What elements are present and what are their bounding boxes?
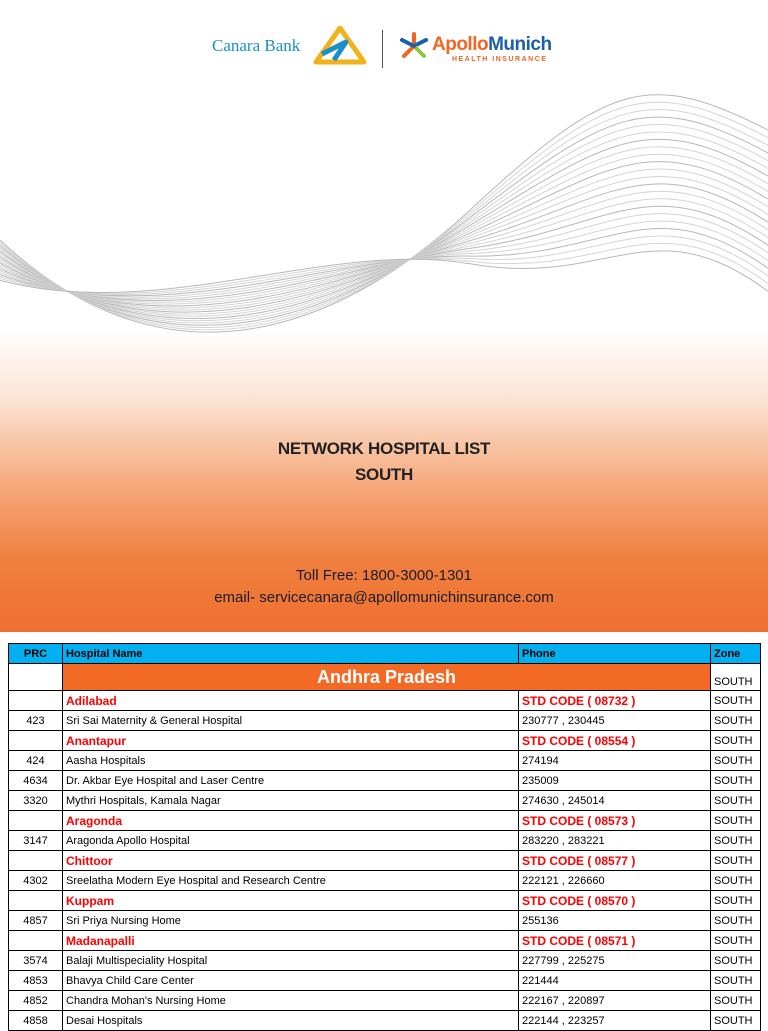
cell-hospital-name: Sri Priya Nursing Home <box>63 911 519 931</box>
cell-prc: 424 <box>9 751 63 771</box>
cell-prc: 4852 <box>9 991 63 1011</box>
cell-prc: 4857 <box>9 911 63 931</box>
column-header-prc: PRC <box>9 644 63 664</box>
cell-prc: 423 <box>9 711 63 731</box>
city-name: Madanapalli <box>63 931 519 951</box>
table-header-row <box>9 644 761 664</box>
wave-line <box>0 214 768 299</box>
table-row <box>9 771 761 791</box>
cell-phone: 283220 , 283221 <box>519 831 711 851</box>
cell-phone: 255136 <box>519 911 711 931</box>
wave-line <box>0 191 768 304</box>
cell-phone: 274630 , 245014 <box>519 791 711 811</box>
cell-phone: 227799 , 225275 <box>519 951 711 971</box>
cell-prc <box>9 891 63 911</box>
contact-email: email- servicecanara@apollomunichinsurance.com <box>214 589 554 606</box>
cell-zone: SOUTH <box>711 751 761 771</box>
canara-bank-wordmark: Canara Bank <box>212 36 301 55</box>
apollo-munich-wordmark: ApolloMunich <box>432 34 552 55</box>
table-row <box>9 871 761 891</box>
hospital-table-container <box>8 643 760 1031</box>
city-std-code: STD CODE ( 08573 ) <box>519 811 711 831</box>
cell-prc: 4853 <box>9 971 63 991</box>
cell-hospital-name: Balaji Multispeciality Hospital <box>63 951 519 971</box>
cell-zone: SOUTH <box>711 991 761 1011</box>
wave-line <box>0 176 768 308</box>
table-row <box>9 751 761 771</box>
cell-zone: SOUTH <box>711 691 761 711</box>
cell-prc: 4858 <box>9 1011 63 1031</box>
city-row <box>9 731 761 751</box>
cell-phone: 222167 , 220897 <box>519 991 711 1011</box>
city-name: Aragonda <box>63 811 519 831</box>
city-std-code: STD CODE ( 08554 ) <box>519 731 711 751</box>
cell-prc <box>9 851 63 871</box>
column-header-phone: Phone <box>519 644 711 664</box>
apollo-tagline: HEALTH INSURANCE <box>452 56 548 63</box>
wave-line <box>0 229 768 296</box>
cell-hospital-name: Chandra Mohan's Nursing Home <box>63 991 519 1011</box>
canara-bank-logo-icon <box>312 26 368 71</box>
cell-zone: SOUTH <box>711 931 761 951</box>
city-row <box>9 891 761 911</box>
cell-prc <box>9 731 63 751</box>
column-header-hospital-name: Hospital Name <box>63 644 519 664</box>
cell-phone: 222121 , 226660 <box>519 871 711 891</box>
cell-zone: SOUTH <box>711 831 761 851</box>
table-row <box>9 911 761 931</box>
city-std-code: STD CODE ( 08577 ) <box>519 851 711 871</box>
hospital-table <box>8 643 761 1031</box>
cell-phone: 235009 <box>519 771 711 791</box>
cell-zone: SOUTH <box>711 951 761 971</box>
cell-zone: SOUTH <box>711 1011 761 1031</box>
cell-hospital-name: Mythri Hospitals, Kamala Nagar <box>63 791 519 811</box>
city-row <box>9 851 761 871</box>
cell-hospital-name: Desai Hospitals <box>63 1011 519 1031</box>
cell-phone: 230777 , 230445 <box>519 711 711 731</box>
table-row <box>9 951 761 971</box>
table-row <box>9 831 761 851</box>
state-row <box>9 664 761 691</box>
cover-title <box>0 436 768 488</box>
city-name: Anantapur <box>63 731 519 751</box>
cell-hospital-name: Aragonda Apollo Hospital <box>63 831 519 851</box>
city-std-code: STD CODE ( 08732 ) <box>519 691 711 711</box>
wave-line <box>0 184 768 306</box>
cell-zone: SOUTH <box>711 791 761 811</box>
cell-zone: SOUTH <box>711 771 761 791</box>
table-row <box>9 791 761 811</box>
wave-line <box>0 154 768 314</box>
apollo-munich-logo-icon <box>398 32 430 65</box>
cell-zone: SOUTH <box>711 664 761 691</box>
toll-free-number: Toll Free: 1800-3000-1301 <box>296 567 472 584</box>
city-std-code: STD CODE ( 08571 ) <box>519 931 711 951</box>
cell-prc: 4302 <box>9 871 63 891</box>
cell-zone: SOUTH <box>711 851 761 871</box>
cell-prc: 3574 <box>9 951 63 971</box>
column-header-zone: Zone <box>711 644 761 664</box>
cell-hospital-name: Dr. Akbar Eye Hospital and Laser Centre <box>63 771 519 791</box>
cover-title-line2: SOUTH <box>354 465 413 484</box>
cell-phone: 221444 <box>519 971 711 991</box>
cell-hospital-name: Aasha Hospitals <box>63 751 519 771</box>
wave-line <box>0 147 768 317</box>
table-row <box>9 971 761 991</box>
cell-prc <box>9 931 63 951</box>
cell-hospital-name: Sreelatha Modern Eye Hospital and Research Centre <box>63 871 519 891</box>
cell-prc: 3320 <box>9 791 63 811</box>
cell-zone: SOUTH <box>711 731 761 751</box>
city-name: Chittoor <box>63 851 519 871</box>
contact-info <box>0 565 768 609</box>
table-row <box>9 991 761 1011</box>
cell-prc <box>9 691 63 711</box>
cell-zone: SOUTH <box>711 811 761 831</box>
cell-zone: SOUTH <box>711 871 761 891</box>
logo-bar <box>0 22 768 72</box>
cell-phone: 222144 , 223257 <box>519 1011 711 1031</box>
cell-prc <box>9 664 63 691</box>
wave-line <box>0 169 768 310</box>
table-row <box>9 1011 761 1031</box>
cell-prc: 3147 <box>9 831 63 851</box>
cell-zone: SOUTH <box>711 971 761 991</box>
cell-prc <box>9 811 63 831</box>
city-std-code: STD CODE ( 08570 ) <box>519 891 711 911</box>
city-name: Kuppam <box>63 891 519 911</box>
cell-zone: SOUTH <box>711 711 761 731</box>
cell-phone: 274194 <box>519 751 711 771</box>
city-row <box>9 691 761 711</box>
city-row <box>9 811 761 831</box>
table-row <box>9 711 761 731</box>
state-name: Andhra Pradesh <box>63 664 711 691</box>
cell-hospital-name: Bhavya Child Care Center <box>63 971 519 991</box>
city-name: Adilabad <box>63 691 519 711</box>
cell-hospital-name: Sri Sai Maternity & General Hospital <box>63 711 519 731</box>
wave-line <box>0 206 768 300</box>
city-row <box>9 931 761 951</box>
logo-divider <box>382 30 383 68</box>
cover-title-line1: NETWORK HOSPITAL LIST <box>277 439 491 458</box>
cell-zone: SOUTH <box>711 891 761 911</box>
wave-line <box>0 221 768 297</box>
cell-prc: 4634 <box>9 771 63 791</box>
cell-zone: SOUTH <box>711 911 761 931</box>
decorative-wave-graphic <box>0 90 768 390</box>
